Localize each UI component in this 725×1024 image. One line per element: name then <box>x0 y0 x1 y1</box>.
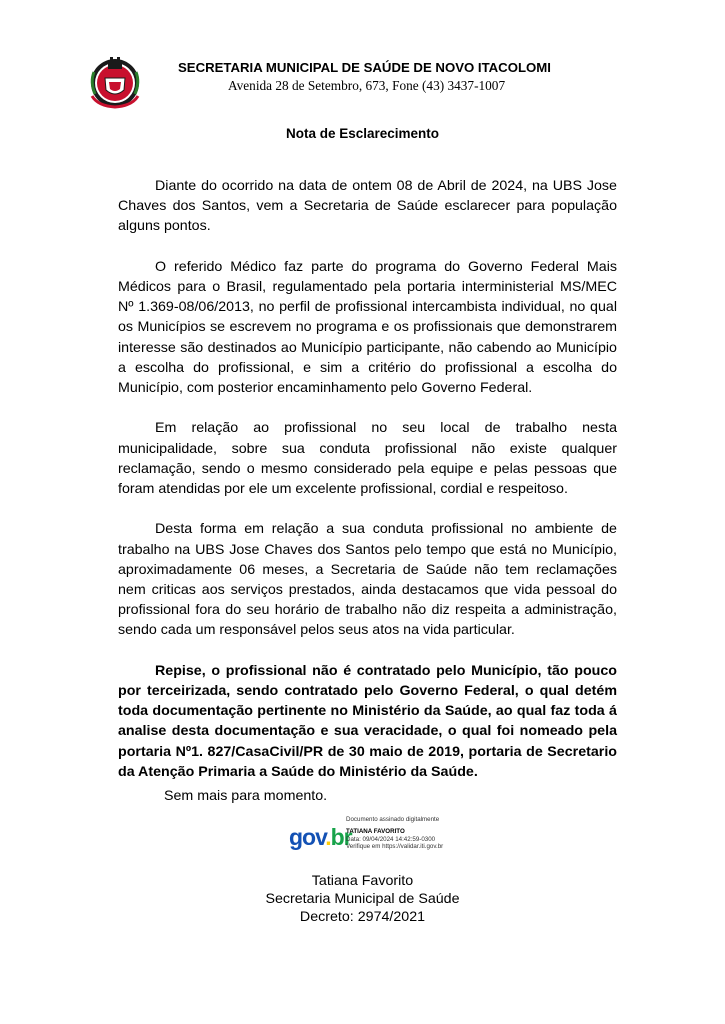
paragraph-emphasis: Repise, o profissional não é contratado pelo Município, tão pouco por terceirizada, sendo contratado pelo Governo Federal, o qual detém toda documentação pertinente no Ministério da Saúde, ao qual faz toda á analise desta documentação e sua veracidade, o qual foi nomeado pela portaria Nº1. 827/CasaCivil/PR de 30 maio de 2019, portaria de Secretario da Atenção Primaria a Saúde do Ministério da Saúde. <box>118 662 617 780</box>
header-title: SECRETARIA MUNICIPAL DE SAÚDE DE NOVO ITACOLOMI <box>178 60 551 75</box>
digital-signature-stamp <box>289 816 479 856</box>
signature-date: Data: 09/04/2024 14:42:59-0300 <box>346 836 436 843</box>
paragraph: O referido Médico faz parte do programa do Governo Federal Mais Médicos para o Brasil, regulamentado pela portaria interministerial MS/MEC Nº 1.369-08/06/2013, no perfil de profissional intercambista individual, no qual os Municípios se escrevem no programa e os profissionais que demonstrarem interesse são destinados ao Município participante, não cabendo ao Município a escolha do profissional, e sim a critério do profissional a escolha do Município, com posterior encaminhamento pelo Governo Federal. <box>118 258 617 397</box>
signer-role: Secretaria Municipal de Saúde <box>265 891 460 907</box>
document-body <box>118 176 617 802</box>
closing-line: Sem mais para momento. <box>164 788 328 804</box>
signature-verify-url: Verifique em https://validar.iti.gov.br <box>346 843 444 850</box>
signer-name: Tatiana Favorito <box>311 873 414 889</box>
signature-caption: Documento assinado digitalmente <box>346 816 440 823</box>
paragraph: Desta forma em relação a sua conduta profissional no ambiente de trabalho na UBS Jose Chaves dos Santos pelo tempo que está no Município, aproximadamente 06 meses, a Secretaria de Saúde não tem reclamações nem criticas aos serviços prestados, ainda destacamos que vida pessoal do profissional fora do seu horário de trabalho não diz respeita a administração, sendo cada um responsável pelos seus atos na vida particular. <box>118 521 617 639</box>
signer-decree: Decreto: 2974/2021 <box>299 909 426 925</box>
signature-signer-name: TATIANA FAVORITO <box>346 828 405 835</box>
municipal-crest-icon <box>86 52 144 110</box>
signer-block <box>0 872 725 926</box>
paragraph: Em relação ao profissional no seu local de trabalho nesta municipalidade, sobre sua conduta profissional não existe qualquer reclamação, sendo o mesmo considerado pela equipe e pelas pessoas que foram atendidas por ele um excelente profissional, cordial e respeitoso. <box>118 420 617 498</box>
paragraph: Diante do ocorrido na data de ontem 08 de Abril de 2024, na UBS Jose Chaves dos Santos, vem a Secretaria de Saúde esclarecer para população alguns pontos. <box>118 178 617 235</box>
document-title: Nota de Esclarecimento <box>285 126 440 141</box>
header-address: Avenida 28 de Setembro, 673, Fone (43) 3437-1007 <box>228 78 506 93</box>
govbr-logo: gov.br <box>289 824 352 850</box>
